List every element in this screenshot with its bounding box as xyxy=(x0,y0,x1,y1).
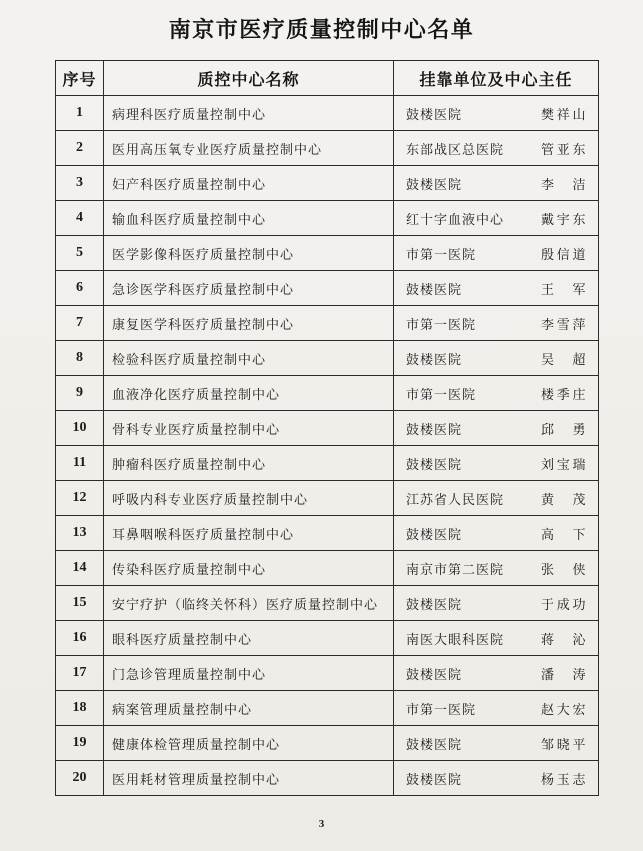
affiliation-wrap xyxy=(406,209,586,228)
affiliation-wrap xyxy=(406,699,586,718)
row-index: 5 xyxy=(56,236,104,271)
director-name: 杨玉志 xyxy=(541,772,586,788)
hospital-name: 市第一医院 xyxy=(406,317,477,333)
hospital-name: 鼓楼医院 xyxy=(406,667,463,683)
affiliation-wrap xyxy=(406,244,586,263)
center-name: 医学影像科医疗质量控制中心 xyxy=(104,236,394,271)
affiliation-wrap xyxy=(406,489,586,508)
affiliation-cell xyxy=(394,516,599,551)
row-index: 16 xyxy=(56,621,104,656)
affiliation-wrap xyxy=(406,279,586,298)
director-name: 管亚东 xyxy=(541,142,586,158)
affiliation-wrap xyxy=(406,454,586,473)
affiliation-cell xyxy=(394,691,599,726)
director-name: 吴 超 xyxy=(541,352,586,368)
center-name: 门急诊管理质量控制中心 xyxy=(104,656,394,691)
center-name: 传染科医疗质量控制中心 xyxy=(104,551,394,586)
affiliation-cell xyxy=(394,201,599,236)
page-title: 南京市医疗质量控制中心名单 xyxy=(168,17,475,43)
affiliation-wrap xyxy=(406,559,586,578)
affiliation-wrap xyxy=(406,664,586,683)
hospital-name: 鼓楼医院 xyxy=(406,737,463,753)
row-index: 17 xyxy=(56,656,104,691)
affiliation-wrap xyxy=(406,104,586,123)
table-row xyxy=(56,446,599,481)
table-row xyxy=(56,516,599,551)
row-index: 8 xyxy=(56,341,104,376)
affiliation-cell xyxy=(394,306,599,341)
hospital-name: 鼓楼医院 xyxy=(406,352,463,368)
center-name: 病理科医疗质量控制中心 xyxy=(104,96,394,131)
center-name: 康复医学科医疗质量控制中心 xyxy=(104,306,394,341)
hospital-name: 鼓楼医院 xyxy=(406,177,463,193)
table-row xyxy=(56,166,599,201)
affiliation-wrap xyxy=(406,139,586,158)
director-name: 蒋 沁 xyxy=(541,632,586,648)
header-affiliation: 挂靠单位及中心主任 xyxy=(394,61,599,96)
affiliation-wrap xyxy=(406,629,586,648)
affiliation-wrap xyxy=(406,419,586,438)
center-name: 骨科专业医疗质量控制中心 xyxy=(104,411,394,446)
center-name: 血液净化医疗质量控制中心 xyxy=(104,376,394,411)
hospital-name: 鼓楼医院 xyxy=(406,527,463,543)
director-name: 李 洁 xyxy=(541,177,586,193)
director-name: 樊祥山 xyxy=(541,107,586,123)
affiliation-cell xyxy=(394,446,599,481)
table-row xyxy=(56,236,599,271)
row-index: 2 xyxy=(56,131,104,166)
affiliation-cell xyxy=(394,271,599,306)
row-index: 9 xyxy=(56,376,104,411)
table-header-row xyxy=(56,61,599,96)
affiliation-cell xyxy=(394,96,599,131)
affiliation-wrap xyxy=(406,594,586,613)
hospital-name: 市第一医院 xyxy=(406,247,477,263)
affiliation-wrap xyxy=(406,174,586,193)
center-name: 妇产科医疗质量控制中心 xyxy=(104,166,394,201)
row-index: 12 xyxy=(56,481,104,516)
affiliation-cell xyxy=(394,376,599,411)
affiliation-cell xyxy=(394,621,599,656)
table-row xyxy=(56,551,599,586)
director-name: 殷信道 xyxy=(541,247,586,263)
director-name: 刘宝瑞 xyxy=(541,457,586,473)
hospital-name: 南京市第二医院 xyxy=(406,562,505,578)
table-row xyxy=(56,726,599,761)
affiliation-cell xyxy=(394,131,599,166)
director-name: 王 军 xyxy=(541,282,586,298)
table-row xyxy=(56,586,599,621)
hospital-name: 鼓楼医院 xyxy=(406,597,463,613)
table-row xyxy=(56,341,599,376)
hospital-name: 鼓楼医院 xyxy=(406,772,463,788)
affiliation-cell xyxy=(394,236,599,271)
table-row xyxy=(56,411,599,446)
row-index: 18 xyxy=(56,691,104,726)
hospital-name: 鼓楼医院 xyxy=(406,107,463,123)
affiliation-wrap xyxy=(406,734,586,753)
row-index: 4 xyxy=(56,201,104,236)
page-number: 3 xyxy=(318,818,325,830)
center-name: 肿瘤科医疗质量控制中心 xyxy=(104,446,394,481)
director-name: 黄 茂 xyxy=(541,492,586,508)
table-row xyxy=(56,131,599,166)
affiliation-cell xyxy=(394,551,599,586)
affiliation-cell xyxy=(394,341,599,376)
director-name: 戴宇东 xyxy=(541,212,586,228)
center-name: 医用耗材管理质量控制中心 xyxy=(104,761,394,796)
row-index: 10 xyxy=(56,411,104,446)
header-index: 序号 xyxy=(56,61,104,96)
table-row xyxy=(56,201,599,236)
row-index: 14 xyxy=(56,551,104,586)
director-name: 张 侠 xyxy=(541,562,586,578)
table-row xyxy=(56,656,599,691)
hospital-name: 南医大眼科医院 xyxy=(406,632,505,648)
center-name: 急诊医学科医疗质量控制中心 xyxy=(104,271,394,306)
affiliation-wrap xyxy=(406,524,586,543)
affiliation-cell xyxy=(394,586,599,621)
table-row xyxy=(56,96,599,131)
row-index: 7 xyxy=(56,306,104,341)
affiliation-cell xyxy=(394,761,599,796)
row-index: 3 xyxy=(56,166,104,201)
director-name: 邱 勇 xyxy=(541,422,586,438)
director-name: 高 下 xyxy=(541,527,586,543)
table-row xyxy=(56,306,599,341)
center-name: 医用高压氧专业医疗质量控制中心 xyxy=(104,131,394,166)
affiliation-wrap xyxy=(406,349,586,368)
affiliation-cell xyxy=(394,166,599,201)
center-name: 病案管理质量控制中心 xyxy=(104,691,394,726)
center-name: 眼科医疗质量控制中心 xyxy=(104,621,394,656)
director-name: 邹晓平 xyxy=(541,737,586,753)
hospital-name: 鼓楼医院 xyxy=(406,457,463,473)
hospital-name: 红十字血液中心 xyxy=(406,212,505,228)
director-name: 楼季庄 xyxy=(541,387,586,403)
center-name: 输血科医疗质量控制中心 xyxy=(104,201,394,236)
director-name: 赵大宏 xyxy=(541,702,586,718)
center-name: 呼吸内科专业医疗质量控制中心 xyxy=(104,481,394,516)
row-index: 15 xyxy=(56,586,104,621)
affiliation-cell xyxy=(394,656,599,691)
affiliation-cell xyxy=(394,481,599,516)
table-row xyxy=(56,376,599,411)
affiliation-cell xyxy=(394,411,599,446)
row-index: 19 xyxy=(56,726,104,761)
affiliation-wrap xyxy=(406,769,586,788)
row-index: 11 xyxy=(56,446,104,481)
center-name: 健康体检管理质量控制中心 xyxy=(104,726,394,761)
director-name: 于成功 xyxy=(541,597,586,613)
row-index: 6 xyxy=(56,271,104,306)
row-index: 20 xyxy=(56,761,104,796)
table-row xyxy=(56,481,599,516)
quality-control-center-table xyxy=(55,60,599,796)
table-row xyxy=(56,761,599,796)
table-row xyxy=(56,271,599,306)
table-row xyxy=(56,691,599,726)
header-center-name: 质控中心名称 xyxy=(104,61,394,96)
hospital-name: 江苏省人民医院 xyxy=(406,492,505,508)
affiliation-wrap xyxy=(406,384,586,403)
row-index: 1 xyxy=(56,96,104,131)
director-name: 潘 涛 xyxy=(541,667,586,683)
director-name: 李雪萍 xyxy=(541,317,586,333)
table-row xyxy=(56,621,599,656)
affiliation-wrap xyxy=(406,314,586,333)
affiliation-cell xyxy=(394,726,599,761)
row-index: 13 xyxy=(56,516,104,551)
hospital-name: 市第一医院 xyxy=(406,702,477,718)
hospital-name: 鼓楼医院 xyxy=(406,422,463,438)
center-name: 检验科医疗质量控制中心 xyxy=(104,341,394,376)
center-name: 安宁疗护（临终关怀科）医疗质量控制中心 xyxy=(104,586,394,621)
hospital-name: 鼓楼医院 xyxy=(406,282,463,298)
hospital-name: 东部战区总医院 xyxy=(406,142,505,158)
hospital-name: 市第一医院 xyxy=(406,387,477,403)
center-name: 耳鼻咽喉科医疗质量控制中心 xyxy=(104,516,394,551)
